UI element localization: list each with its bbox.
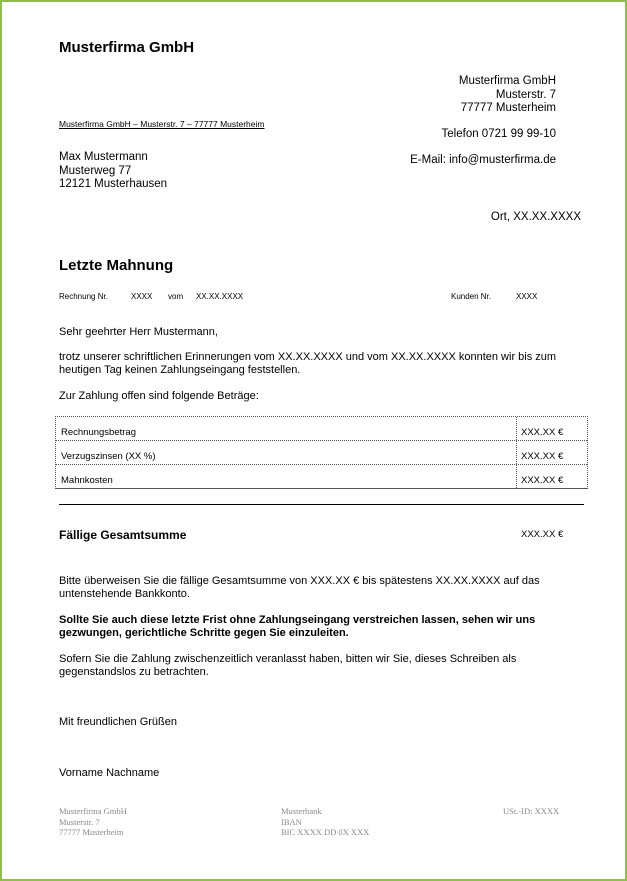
customer-number: XXXX (516, 292, 538, 301)
row-amount: XXX.XX € (521, 427, 564, 438)
signature-name: Vorname Nachname (59, 767, 160, 779)
row-label: Mahnkosten (61, 475, 113, 486)
footer-company-street: Musterstr. 7 (59, 816, 100, 827)
row-label: Verzugszinsen (XX %) (61, 451, 156, 462)
row-amount: XXX.XX € (521, 475, 564, 486)
footer-bic: BIC XXXX DD 0X XXX (281, 827, 370, 837)
amounts-table (55, 416, 588, 489)
sender-name: Musterfirma GmbH (458, 75, 556, 87)
footer-iban: IBAN (281, 816, 302, 827)
open-amounts-intro: Zur Zahlung offen sind folgende Beträge: (59, 390, 259, 402)
recipient-city: 12121 Musterhausen (59, 178, 168, 190)
company-title: Musterfirma GmbH (59, 39, 195, 56)
sender-street: Musterstr. 7 (495, 88, 556, 101)
row-label: Rechnungsbetrag (61, 427, 136, 438)
footer-bank-name: Musterbank (281, 806, 322, 816)
salutation: Sehr geehrter Herr Mustermann, (59, 326, 218, 338)
table-row (56, 417, 587, 441)
footer-company-name: Musterfirma GmbH (59, 806, 127, 816)
final-warning: Sollte Sie auch diese letzte Frist ohne Zahlungseingang verstreichen lassen, sehen wir uns gezwungen, gerichtliche Schritte gegen Sie einzuleiten. (59, 614, 536, 639)
recipient-address (59, 151, 167, 192)
footer-company-city: 77777 Musterheim (59, 827, 124, 837)
transfer-request: Bitte überweisen Sie die fällige Gesamtsumme von XXX.XX € bis spätestens XX.XX.XXXX auf das untenstehende Bankkonto. (59, 575, 540, 600)
footer-vat (503, 806, 559, 817)
letter-subject: Letzte Mahnung (59, 257, 174, 274)
return-address-line: Musterfirma GmbH – Musterstr. 7 – 77777 Musterheim (59, 119, 265, 129)
reminder-paragraph: trotz unserer schriftlichen Erinnerungen vom XX.XX.XXXX und vom XX.XX.XXXX konnten wir bis zum heutigen Tag keinen Zahlungseingang feststellen. (59, 351, 557, 376)
table-row (56, 441, 587, 465)
invoice-number-label: Rechnung Nr. (59, 292, 108, 301)
customer-number-label: Kunden Nr. (451, 292, 492, 301)
sender-email: E-Mail: info@musterfirma.de (410, 154, 556, 166)
footer-company (59, 806, 127, 838)
sender-address (459, 75, 556, 116)
total-divider (59, 504, 584, 505)
total-label: Fällige Gesamtsumme (59, 528, 187, 542)
recipient-street: Musterweg 77 (59, 164, 132, 177)
invoice-number: XXXX (131, 292, 153, 301)
disregard-note: Sofern Sie die Zahlung zwischenzeitlich veranlasst haben, bitten wir Sie, dieses Schreiben als gegenstandslos zu betrachten. (59, 653, 517, 678)
total-amount: XXX.XX € (521, 529, 564, 540)
place-date: Ort, XX.XX.XXXX (490, 211, 581, 223)
row-amount: XXX.XX € (521, 451, 564, 462)
footer-vat-id: USt.-ID: XXXX (503, 806, 560, 816)
sender-phone: Telefon 0721 99 99-10 (441, 128, 556, 140)
closing-phrase: Mit freundlichen Grüßen (59, 716, 177, 728)
table-row (56, 465, 587, 489)
sender-city: 77777 Musterheim (460, 102, 556, 114)
recipient-name: Max Mustermann (59, 151, 148, 163)
footer-bank (281, 806, 369, 838)
column-divider (516, 417, 517, 488)
invoice-date: XX.XX.XXXX (196, 292, 244, 301)
invoice-date-label: vom (168, 292, 184, 301)
